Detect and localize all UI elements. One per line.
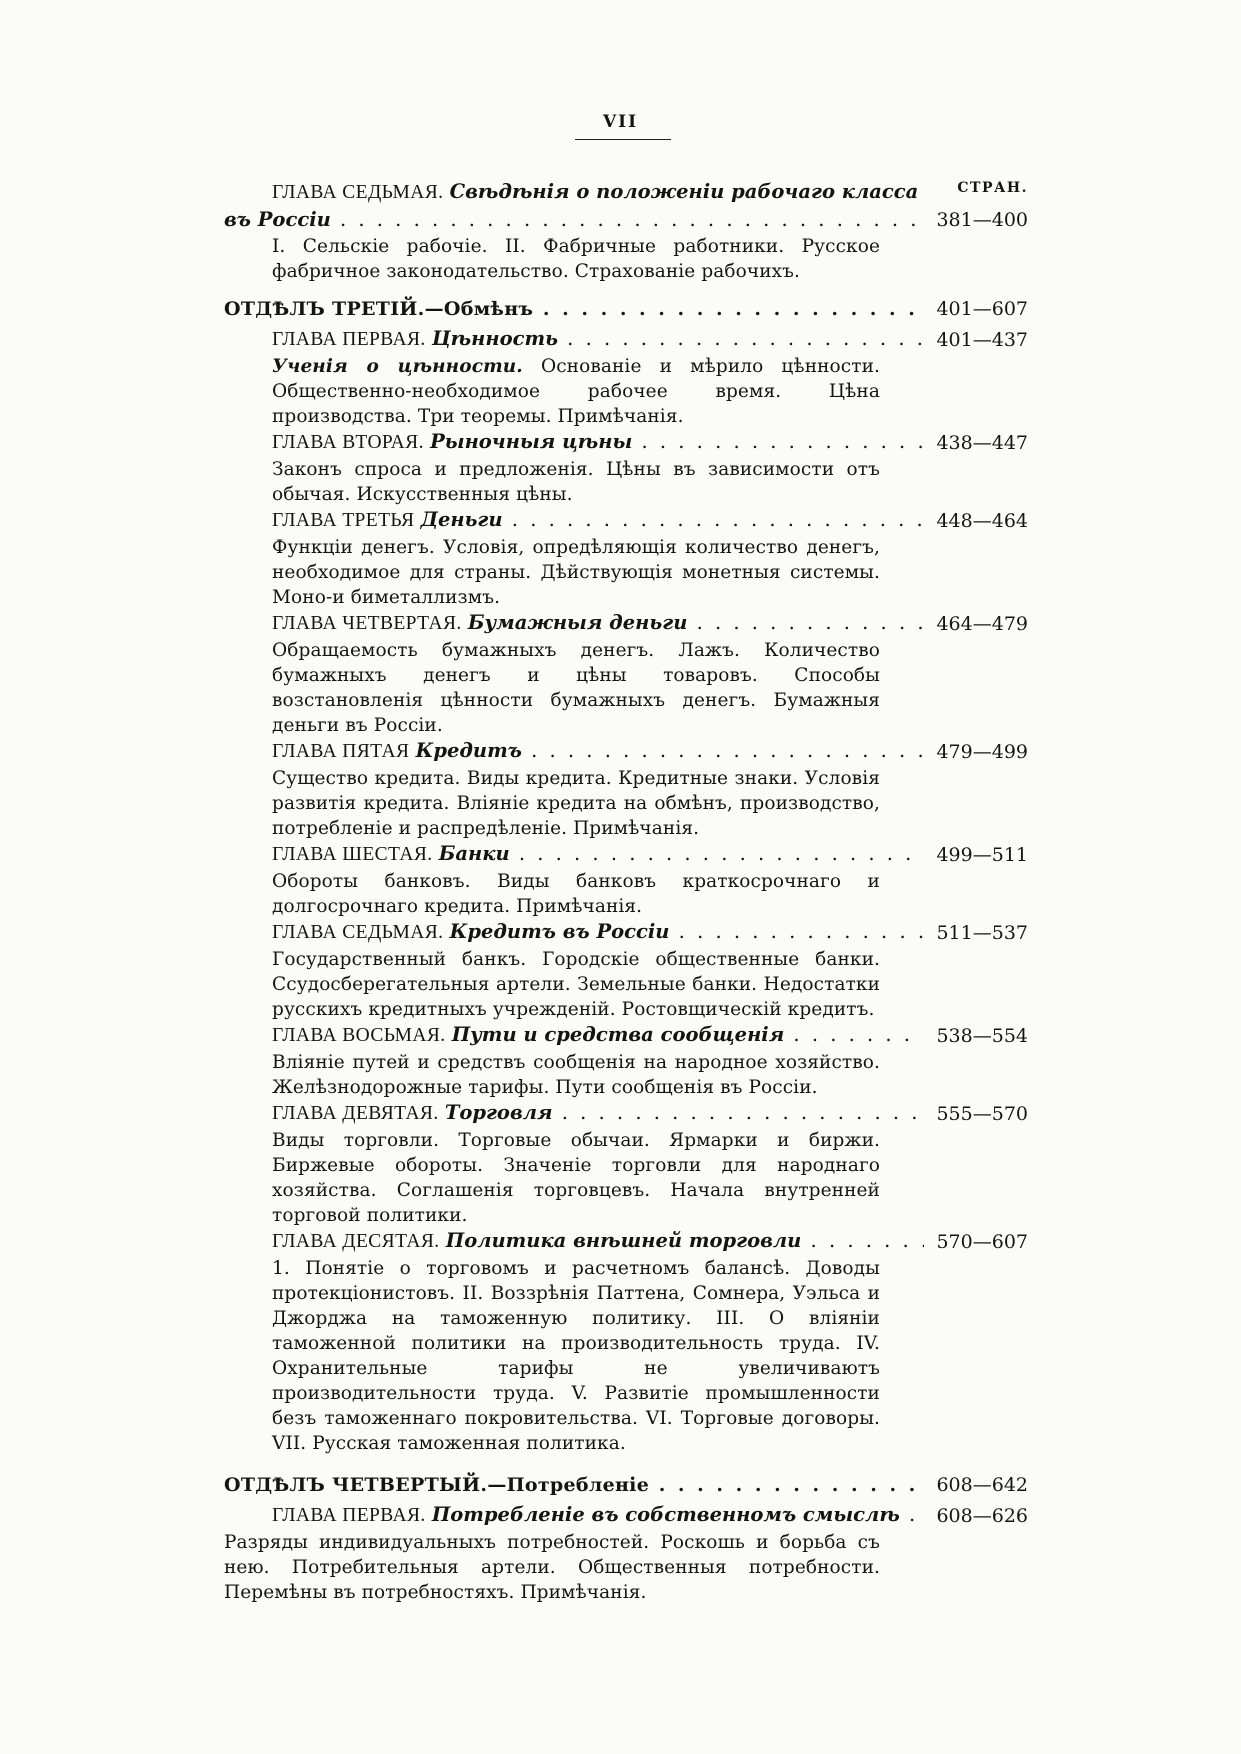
chapter-title: Рыночныя цѣны — [430, 430, 633, 453]
chapter-summary: Государственный банкъ. Городскіе общественные банки. Ссудосберегательныя артели. Земельные банки. Недостатки русскихъ кредитныхъ учрежденій. Ростовщическій кредитъ. — [272, 949, 880, 1020]
chapter-summary: Существо кредита. Виды кредита. Кредитные знаки. Условія развитія кредита. Вліяніе кредита на обмѣнъ, производство, потребленіе и распредѣленіе. Примѣчанія. — [272, 768, 880, 839]
chapter-label: ГЛАВА ШЕСТАЯ. — [272, 844, 433, 865]
chapter-summary: Обращаемость бумажныхъ денегъ. Лажъ. Количество бумажныхъ денегъ и цѣны товаровъ. Способы возстановленія цѣнности бумажныхъ денегъ. Бумажныя деньги въ Россіи. — [272, 640, 880, 736]
page-range: 401—607 — [936, 298, 1028, 320]
chapter-label: ГЛАВА СЕДЬМАЯ. — [272, 182, 444, 203]
chapter-label: ГЛАВА ПЕРВАЯ. — [272, 329, 426, 350]
chapter-summary: Вліяніе путей и средствъ сообщенія на народное хозяйство. Желѣзнодорожные тарифы. Пути сообщенія въ Россіи. — [272, 1052, 880, 1098]
chapter-label: ГЛАВА ДЕВЯТАЯ. — [272, 1103, 439, 1124]
chapter-summary: Виды торговли. Торговые обычаи. Ярмарки и биржи. Биржевые обороты. Значеніе торговли для народнаго хозяйства. Соглашенія торговцевъ. Начала внутренней торговой политики. — [272, 1130, 880, 1226]
chapter-title: Банки — [438, 842, 510, 865]
pages-column-header: СТРАН. — [957, 180, 1028, 196]
chapter-summary: I. Сельскіе рабочіе. II. Фабричные работники. Русское фабричное законодательство. Страхованіе рабочихъ. — [272, 236, 880, 282]
page-range: 381—400 — [936, 209, 1028, 231]
header-rule — [575, 139, 671, 140]
chapter-label: ГЛАВА СЕДЬМАЯ. — [272, 922, 444, 943]
chapter-summary: Законъ спроса и предложенія. Цѣны въ зависимости отъ обычая. Искусственныя цѣны. — [272, 459, 880, 505]
page-range: 464—479 — [936, 613, 1028, 635]
summary-text: Основаніе и мѣрило цѣнности. Общественно-необходимое рабочее время. Цѣна производства. Три теоремы. Примѣчанія. — [272, 356, 880, 427]
chapter-summary: Функціи денегъ. Условія, опредѣляющія количество денегъ, необходимое для страны. Дѣйствующія монетныя системы. Моно-и биметаллизмъ. — [272, 537, 880, 608]
table-of-contents — [224, 180, 1028, 1605]
summary-lead: Ученія о цѣнности. — [272, 356, 523, 377]
toc-entry-chapter-7[interactable] — [224, 178, 1028, 284]
chapter-title: Потребленіе въ собственномъ смыслѣ — [431, 1503, 900, 1526]
chapter-label: ГЛАВА ВОСЬМАЯ. — [272, 1025, 446, 1046]
page-range: 479—499 — [936, 741, 1028, 763]
chapter-label: ГЛАВА ПЯТАЯ — [272, 741, 410, 762]
chapter-summary: 1. Понятіе о торговомъ и расчетномъ балансѣ. Доводы протекціонистовъ. II. Воззрѣнія Паттена, Сомнера, Уэльса и Джорджа на таможенную политику. III. О вліяніи таможенной политики на производительность труда. IV. Охранительные тарифы не увеличиваютъ производительности труда. V. Развитіе промышленности безъ таможеннаго покровительства. VI. Торговые договоры. VII. Русская таможенная политика. — [272, 1258, 880, 1454]
chapter-title: Цѣнность — [431, 327, 558, 350]
chapter-label: ГЛАВА ТРЕТЬЯ — [272, 510, 415, 531]
chapter-title: Политика внѣшней торговли — [445, 1229, 802, 1252]
toc-entry-part4-chapter-1[interactable] — [224, 1502, 1028, 1605]
page-range: 511—537 — [936, 922, 1028, 944]
toc-entry-part3-chapter-9[interactable] — [224, 1100, 1028, 1228]
toc-entry-title-line — [224, 178, 1028, 206]
page-number: VII — [602, 112, 639, 132]
page-range: 401—437 — [936, 329, 1028, 351]
page-range: 499—511 — [936, 844, 1028, 866]
part-label: ОТДѢЛЪ ЧЕТВЕРТЫЙ. — [224, 1474, 488, 1496]
chapter-title: Бумажныя деньги — [467, 611, 688, 634]
part-title: —Обмѣнъ — [424, 298, 534, 320]
part-title: —Потребленіе — [487, 1474, 650, 1496]
toc-entry-part3-chapter-4[interactable] — [224, 610, 1028, 738]
toc-entry-part3-chapter-3[interactable] — [224, 507, 1028, 610]
toc-entry-part3-chapter-7[interactable] — [224, 919, 1028, 1022]
page-range: 538—554 — [936, 1025, 1028, 1047]
chapter-label: ГЛАВА ПЕРВАЯ. — [272, 1505, 426, 1526]
toc-entry-part3-chapter-6[interactable] — [224, 841, 1028, 919]
toc-entry-part-4[interactable] — [224, 1468, 1028, 1502]
chapter-summary: Обороты банковъ. Виды банковъ краткосрочнаго и долгосрочнаго кредита. Примѣчанія. — [272, 871, 880, 917]
chapter-title: Свѣдѣнія о положеніи рабочаго класса — [449, 180, 919, 203]
chapter-title: Кредитъ въ Россіи — [449, 920, 670, 943]
chapter-label: ГЛАВА ВТОРАЯ. — [272, 432, 424, 453]
chapter-label: ГЛАВА ДЕСЯТАЯ. — [272, 1231, 440, 1252]
page-range: 448—464 — [936, 510, 1028, 532]
chapter-title-continued: въ Россіи — [224, 208, 331, 231]
chapter-title: Пути и средства сообщенія — [451, 1023, 785, 1046]
part-label: ОТДѢЛЪ ТРЕТІЙ. — [224, 298, 425, 320]
toc-entry-part-3[interactable] — [224, 292, 1028, 326]
toc-entry-part3-chapter-5[interactable] — [224, 738, 1028, 841]
page-range: 570—607 — [936, 1231, 1028, 1253]
chapter-title: Деньги — [420, 508, 503, 531]
toc-entry-part3-chapter-8[interactable] — [224, 1022, 1028, 1100]
chapter-summary: Разряды индивидуальныхъ потребностей. Роскошь и борьба съ нею. Потребительныя артели. Общественныя потребности. Перемѣны въ потребностяхъ. Примѣчанія. — [224, 1532, 880, 1603]
chapter-title: Кредитъ — [415, 739, 522, 762]
toc-entry-part3-chapter-2[interactable] — [224, 429, 1028, 507]
page-range: 608—626 — [936, 1505, 1028, 1527]
chapter-label: ГЛАВА ЧЕТВЕРТАЯ. — [272, 613, 462, 634]
page-range: 555—570 — [936, 1103, 1028, 1125]
page-range: 438—447 — [936, 432, 1028, 454]
chapter-title: Торговля — [444, 1101, 553, 1124]
page-range: 608—642 — [936, 1474, 1028, 1496]
toc-entry-part3-chapter-10[interactable] — [224, 1228, 1028, 1456]
chapter-summary — [272, 354, 880, 429]
toc-entry-part3-chapter-1[interactable] — [224, 326, 1028, 429]
